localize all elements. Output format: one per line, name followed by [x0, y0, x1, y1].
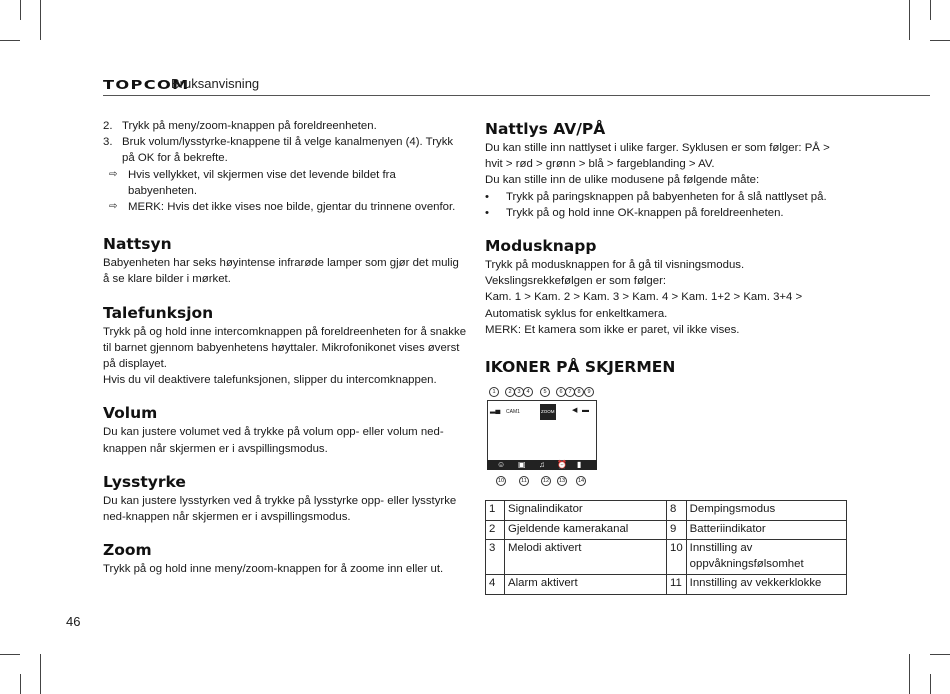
header-title: Bruksanvisning [171, 76, 260, 91]
section-title: Nattsyn [103, 235, 172, 254]
section-zoom [103, 539, 467, 577]
arrow-icon: ⇨ [109, 168, 118, 180]
section-title: Volum [103, 404, 158, 423]
section-ikoner [485, 356, 849, 595]
callout-number: 11 [519, 476, 529, 486]
mute-icon: ◀ [572, 407, 578, 415]
bullet-icon: • [485, 190, 489, 203]
callout-number: 5 [540, 387, 550, 397]
crop-mark [909, 654, 910, 694]
callout-number: 14 [577, 478, 585, 485]
callout-number: 13 [558, 478, 566, 485]
icon-legend-table [485, 500, 847, 595]
bullet-icon: • [485, 206, 489, 219]
melody-icon: ♫ [539, 460, 545, 470]
bullet-item: • Trykk på paringsknappen på babyenheten for å slå nattlyset på. [485, 189, 849, 205]
screen-diagram [485, 386, 597, 488]
mode-label: ZOOM [540, 404, 556, 420]
right-column [485, 118, 849, 595]
crop-mark [930, 654, 950, 655]
camera-label: CAM1 [506, 409, 520, 416]
section-title: Zoom [103, 541, 152, 560]
section-text: Kam. 1 > Kam. 2 > Kam. 3 > Kam. 4 > Kam. 1+2 > Kam. 3+4 > Automatisk syklus for enkeltkamera. [485, 291, 803, 320]
table-row: 1 Signalindikator 8 Dempingsmodus [486, 501, 847, 521]
callout-number: 4 [523, 387, 533, 397]
callout-number: 7 [565, 387, 575, 397]
callout-number: 3 [514, 387, 524, 397]
section-talefunksjon [103, 302, 467, 389]
topcom-logo: TOPCOM [103, 78, 190, 92]
section-text: Du kan stille inn nattlyset i ulike farger. Syklusen er som følger: PÅ > hvit > rød > grønn > blå > fargeblanding > AV. [485, 142, 830, 171]
section-lysstyrke [103, 471, 467, 525]
callout-number: 10 [497, 478, 505, 485]
table-row: 4 Alarm aktivert 11 Innstilling av vekkerklokke [486, 575, 847, 595]
crop-mark [40, 0, 41, 40]
crop-mark [0, 654, 20, 655]
step-item: 3. Bruk volum/lysstyrke-knappene til å velge kanalmenyen (4). Trykk på OK for å bekrefte. [103, 136, 454, 165]
section-title: Modusknapp [485, 237, 597, 256]
section-text: Trykk på og hold inne meny/zoom-knappen for å zoome inn eller ut. [103, 563, 444, 576]
section-title: IKONER PÅ SKJERMEN [485, 358, 676, 377]
crop-mark [930, 0, 931, 20]
section-text: Du kan justere lysstyrken ved å trykke på lysstyrke opp- eller lysstyrke ned-knappen når skjermen er i avspillingsmodus. [103, 494, 457, 524]
left-column [103, 118, 467, 577]
sensitivity-icon: ▣ [518, 460, 526, 470]
callout-number: 2 [505, 387, 515, 397]
note-item: ⇨ MERK: Hvis det ikke vises noe bilde, gjentar du trinnene ovenfor. [103, 199, 467, 215]
section-title: Lysstyrke [103, 472, 186, 491]
section-nattsyn [103, 233, 467, 287]
thermometer-icon: ▮ [577, 460, 582, 470]
callout-number: 9 [584, 387, 594, 397]
section-nattlys [485, 118, 849, 221]
section-text: Trykk på modusknappen for å gå til visningsmodus. [485, 259, 745, 272]
section-text: Babyenheten har seks høyintense infrarøde lamper som gjør det mulig å se klare bilder i mørket. [103, 257, 459, 286]
result-item: ⇨ Hvis vellykket, vil skjermen vise det levende bildet fra babyenheten. [109, 168, 396, 197]
section-text: Trykk på og hold inne intercomknappen på foreldreenheten for å snakke til barnet gjennom babyenhetens høyttaler. Mikrofonikonet vises øverst på displayet. [103, 325, 467, 371]
section-text: Vekslingsrekkefølgen er som følger: [485, 275, 667, 288]
callout-number: 12 [542, 478, 550, 485]
section-text: MERK: Et kamera som ikke er paret, vil ikke vises. [485, 323, 740, 336]
signal-icon: ▂▄ [490, 407, 501, 415]
crop-mark [40, 654, 41, 694]
bullet-item: • Trykk på og hold inne OK-knappen på foreldreenheten. [485, 205, 849, 221]
table-row: 3 Melodi aktivert 10 Innstilling av oppvåkningsfølsomhet [486, 540, 847, 575]
crop-mark [930, 674, 931, 694]
arrow-icon: ⇨ [109, 201, 118, 213]
crop-mark [0, 40, 20, 41]
crop-mark [909, 0, 910, 40]
callout-number: 8 [574, 387, 584, 397]
table-row: 2 Gjeldende kamerakanal 9 Batteriindikator [486, 520, 847, 540]
top-callouts [485, 386, 597, 398]
section-text: Hvis du vil deaktivere talefunksjonen, slipper du intercomknappen. [103, 374, 437, 387]
callout-number: 1 [489, 387, 499, 397]
section-title: Nattlys AV/PÅ [485, 120, 606, 138]
callout-number: 6 [556, 387, 566, 397]
section-text: Du kan justere volumet ved å trykke på volum opp- eller volum ned-knappen når skjermen er i avspillingsmodus. [103, 426, 444, 455]
crop-mark [20, 674, 21, 694]
battery-icon: ▬ [582, 407, 589, 415]
crop-mark [930, 40, 950, 41]
section-volum [103, 402, 467, 456]
section-title: Talefunksjon [103, 303, 214, 322]
baby-icon: ☺ [497, 460, 506, 470]
step-item: 2. Trykk på meny/zoom-knappen på foreldreenheten. [103, 120, 377, 132]
section-modusknapp [485, 235, 849, 338]
page-number: 46 [66, 614, 81, 629]
crop-mark [20, 0, 21, 20]
section-text: Du kan stille inn de ulike modusene på følgende måte: [485, 174, 760, 187]
page-header [103, 77, 930, 96]
alarm-icon: ⏰ [557, 460, 567, 470]
